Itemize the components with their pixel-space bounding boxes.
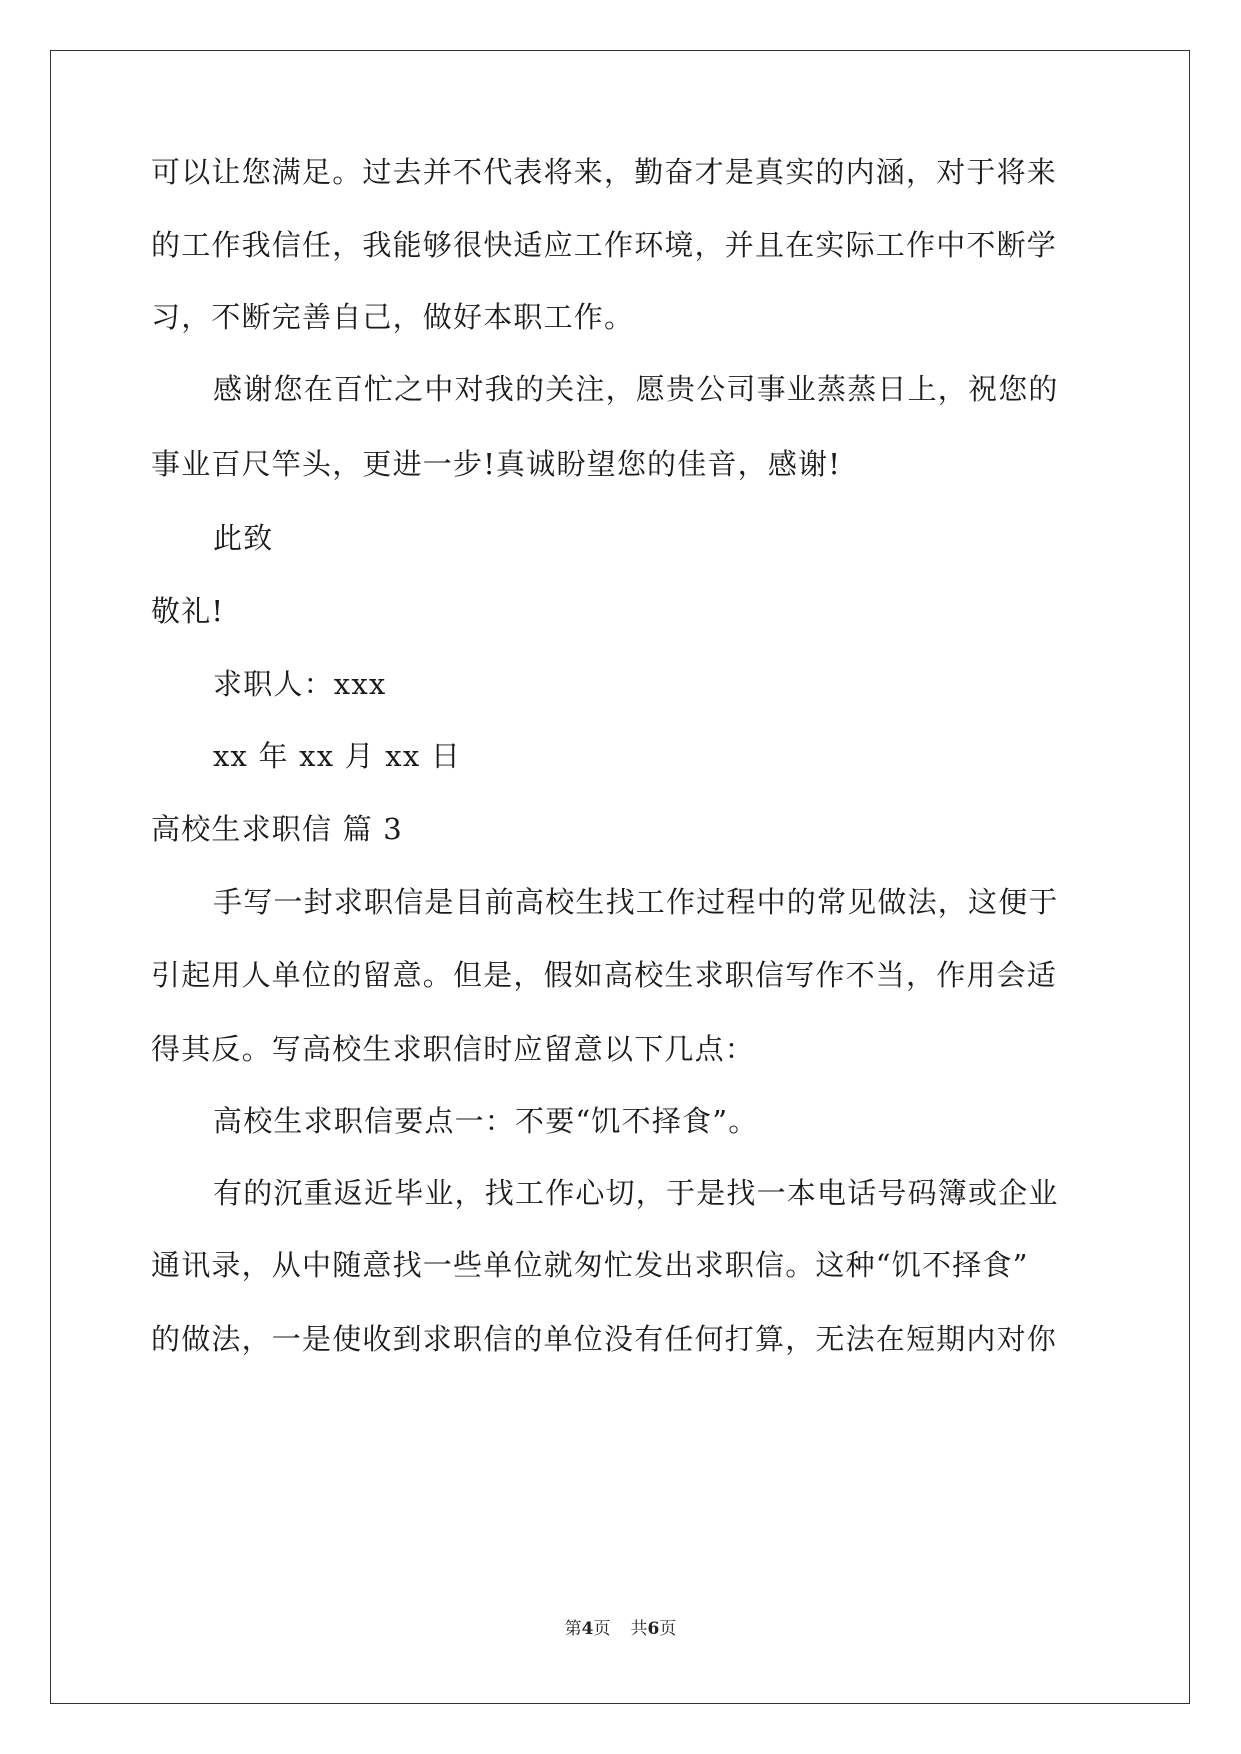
closing-salutation: 此致 <box>213 521 274 555</box>
paragraph-line: 习，不断完善自己，做好本职工作。 <box>151 300 635 334</box>
page-footer <box>0 1617 1241 1641</box>
paragraph-line: 可以让您满足。过去并不代表将来，勤奋才是真实的内涵，对于将来 <box>151 155 1058 189</box>
total-label-prefix: 共 <box>630 1619 648 1639</box>
paragraph-line: 引起用人单位的留意。但是，假如高校生求职信写作不当，作用会适 <box>151 958 1058 992</box>
page-label-suffix: 页 <box>593 1619 611 1639</box>
paragraph-line: 的做法，一是使收到求职信的单位没有任何打算，无法在短期内对你 <box>151 1322 1058 1356</box>
paragraph-line: 感谢您在百忙之中对我的关注，愿贵公司事业蒸蒸日上，祝您的 <box>213 372 1059 406</box>
total-page-count: 6 <box>647 1619 660 1639</box>
key-point-heading: 高校生求职信要点一：不要“饥不择食”。 <box>213 1104 759 1138</box>
page-label-prefix: 第 <box>564 1619 582 1639</box>
letter-date: xx 年 xx 月 xx 日 <box>213 739 462 773</box>
paragraph-line: 有的沉重返近毕业，找工作心切，于是找一本电话号码簿或企业 <box>213 1176 1059 1210</box>
total-label-suffix: 页 <box>659 1619 677 1639</box>
paragraph-line: 得其反。写高校生求职信时应留意以下几点： <box>151 1032 756 1066</box>
section-heading: 高校生求职信 篇 3 <box>151 812 403 846</box>
closing-regards: 敬礼! <box>151 594 225 628</box>
paragraph-line: 通讯录，从中随意找一些单位就匆忙发出求职信。这种“饥不择食” <box>151 1248 1029 1282</box>
paragraph-line: 事业百尺竿头，更进一步!真诚盼望您的佳音，感谢! <box>151 447 842 481</box>
applicant-signature: 求职人：xxx <box>213 667 387 701</box>
current-page-number: 4 <box>581 1619 594 1639</box>
paragraph-line: 的工作我信任，我能够很快适应工作环境，并且在实际工作中不断学 <box>151 228 1058 262</box>
paragraph-line: 手写一封求职信是目前高校生找工作过程中的常见做法，这便于 <box>213 885 1059 919</box>
